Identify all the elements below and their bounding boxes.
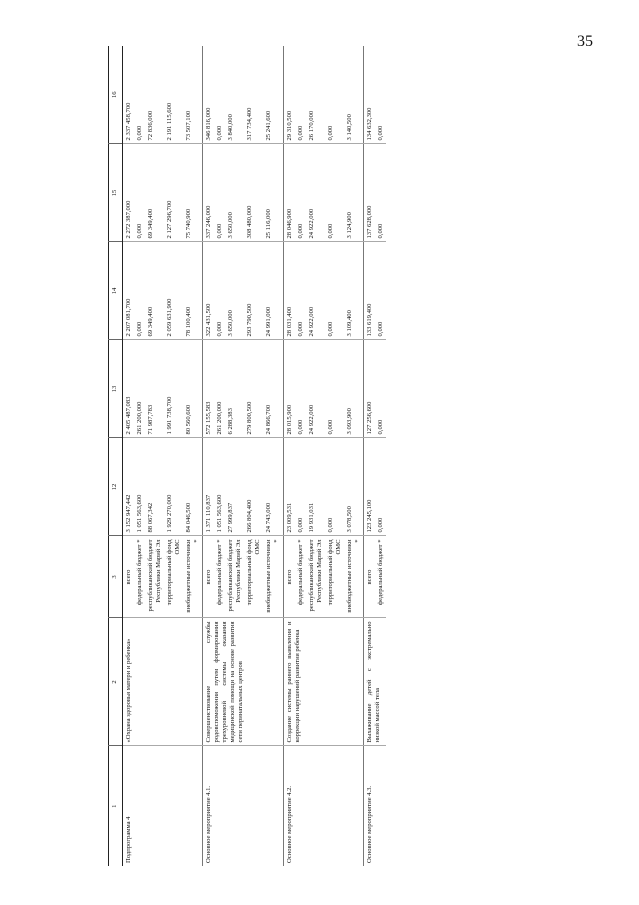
funding-source-cell: всего xyxy=(283,536,295,618)
amount-cell: 293 790,500 xyxy=(244,242,263,340)
column-header: 14 xyxy=(109,242,123,340)
amount-cell: 3 109,400 xyxy=(344,242,364,340)
amount-cell: 88 067,342 xyxy=(145,438,164,536)
funding-source-cell: федеральный бюджет * xyxy=(134,536,145,618)
amount-cell: 84 046,500 xyxy=(183,438,203,536)
funding-source-cell: всего xyxy=(123,536,135,618)
amount-cell: 25 116,000 xyxy=(263,144,283,242)
amount-cell: 0,000 xyxy=(325,242,344,340)
amount-cell: 1 371 110,837 xyxy=(203,438,215,536)
amount-cell: 0,000 xyxy=(375,242,386,340)
amount-cell: 3 152 947,442 xyxy=(123,438,135,536)
amount-cell: 3 650,000 xyxy=(225,242,244,340)
column-header: 12 xyxy=(109,438,123,536)
amount-cell: 0,000 xyxy=(375,144,386,242)
funding-source-cell: всего xyxy=(363,536,375,618)
amount-cell: 2 191 115,600 xyxy=(164,46,183,144)
amount-cell: 279 800,500 xyxy=(244,340,263,438)
funding-source-cell: республиканский бюджет Республики Марий Эл xyxy=(145,536,164,618)
amount-cell: 0,000 xyxy=(295,242,306,340)
amount-cell: 73 507,100 xyxy=(183,46,203,144)
funding-source-cell: территориальный фонд ОМС xyxy=(164,536,183,618)
amount-cell: 2 127 296,700 xyxy=(164,144,183,242)
funding-source-cell: всего xyxy=(203,536,215,618)
amount-cell: 0,000 xyxy=(134,242,145,340)
amount-cell: 0,000 xyxy=(214,144,225,242)
amount-cell: 29 310,500 xyxy=(283,46,295,144)
amount-cell: 134 632,300 xyxy=(363,46,375,144)
amount-cell: 0,000 xyxy=(134,144,145,242)
amount-cell: 24 922,000 xyxy=(306,242,325,340)
program-code-cell: Основное мероприятие 4.2. xyxy=(283,746,363,866)
funding-source-cell: территориальный фонд ОМС xyxy=(244,536,263,618)
amount-cell: 133 619,400 xyxy=(363,242,375,340)
amount-cell: 123 245,100 xyxy=(363,438,375,536)
amount-cell: 2 405 487,083 xyxy=(123,340,135,438)
amount-cell: 0,000 xyxy=(295,46,306,144)
amount-cell: 19 931,031 xyxy=(306,438,325,536)
funding-source-cell: федеральный бюджет * xyxy=(375,536,386,618)
amount-cell: 6 288,383 xyxy=(225,340,244,438)
amount-cell: 23 009,531 xyxy=(283,438,295,536)
amount-cell: 2 207 081,700 xyxy=(123,242,135,340)
amount-cell: 28 046,900 xyxy=(283,144,295,242)
amount-cell: 28 031,400 xyxy=(283,242,295,340)
amount-cell: 3 124,900 xyxy=(344,144,364,242)
funding-source-cell: республиканский бюджет Республики Марий Эл xyxy=(306,536,325,618)
amount-cell: 572 155,583 xyxy=(203,340,215,438)
amount-cell: 0,000 xyxy=(325,46,344,144)
table-body xyxy=(123,46,386,866)
amount-cell: 308 480,000 xyxy=(244,144,263,242)
funding-table xyxy=(108,46,386,866)
amount-cell: 3 140,500 xyxy=(344,46,364,144)
program-code-cell: Основное мероприятие 4.1. xyxy=(203,746,283,866)
amount-cell: 27 999,837 xyxy=(225,438,244,536)
amount-cell: 0,000 xyxy=(375,438,386,536)
amount-cell: 0,000 xyxy=(295,144,306,242)
amount-cell: 69 349,400 xyxy=(145,242,164,340)
funding-source-cell: внебюджетные источники * xyxy=(344,536,364,618)
table-row xyxy=(363,46,375,866)
program-code-cell: Основное мероприятие 4.3. xyxy=(363,746,386,866)
amount-cell: 24 991,000 xyxy=(263,242,283,340)
amount-cell: 26 170,000 xyxy=(306,46,325,144)
table-row xyxy=(283,46,295,866)
amount-cell: 0,000 xyxy=(214,242,225,340)
amount-cell: 261 200,000 xyxy=(214,340,225,438)
amount-cell: 3 840,000 xyxy=(225,46,244,144)
amount-cell: 1 051 563,600 xyxy=(134,438,145,536)
amount-cell: 266 804,400 xyxy=(244,438,263,536)
amount-cell: 2 337 458,700 xyxy=(123,46,135,144)
amount-cell: 2 272 387,000 xyxy=(123,144,135,242)
amount-cell: 75 740,900 xyxy=(183,144,203,242)
program-title-cell: «Охрана здоровья матери и ребенка» xyxy=(123,618,203,746)
amount-cell: 24 866,700 xyxy=(263,340,283,438)
program-title-cell: Создание системы раннего выявления и коррекции нарушений развития ребенка xyxy=(283,618,363,746)
amount-cell: 0,000 xyxy=(295,438,306,536)
amount-cell: 127 256,600 xyxy=(363,340,375,438)
funding-source-cell: внебюджетные источники * xyxy=(183,536,203,618)
amount-cell: 137 628,000 xyxy=(363,144,375,242)
amount-cell: 0,000 xyxy=(134,46,145,144)
amount-cell: 0,000 xyxy=(325,144,344,242)
amount-cell: 71 987,783 xyxy=(145,340,164,438)
amount-cell: 322 431,500 xyxy=(203,242,215,340)
amount-cell: 72 836,000 xyxy=(145,46,164,144)
amount-cell: 317 734,400 xyxy=(244,46,263,144)
amount-cell: 0,000 xyxy=(375,340,386,438)
table-row xyxy=(203,46,215,866)
column-header: 3 xyxy=(109,536,123,618)
amount-cell: 337 246,000 xyxy=(203,144,215,242)
column-number-row xyxy=(109,46,123,866)
amount-cell: 0,000 xyxy=(325,438,344,536)
program-title-cell: Совершенствование службы родовспоможения путем формирования трехуровневой системы оказания медицинской помощи на основе развития сети перинатальных центров xyxy=(203,618,283,746)
amount-cell: 3 650,000 xyxy=(225,144,244,242)
amount-cell: 78 100,400 xyxy=(183,242,203,340)
funding-source-cell: федеральный бюджет * xyxy=(295,536,306,618)
column-header: 1 xyxy=(109,746,123,866)
column-header: 16 xyxy=(109,46,123,144)
funding-source-cell: республиканский бюджет Республики Марий Эл xyxy=(225,536,244,618)
funding-source-cell: территориальный фонд ОМС xyxy=(325,536,344,618)
amount-cell: 2 059 631,900 xyxy=(164,242,183,340)
column-header: 15 xyxy=(109,144,123,242)
amount-cell: 24 743,000 xyxy=(263,438,283,536)
column-header: 2 xyxy=(109,618,123,746)
amount-cell: 69 349,400 xyxy=(145,144,164,242)
amount-cell: 24 922,000 xyxy=(306,340,325,438)
amount-cell: 28 015,900 xyxy=(283,340,295,438)
amount-cell: 0,000 xyxy=(214,46,225,144)
amount-cell: 24 922,000 xyxy=(306,144,325,242)
table-row xyxy=(123,46,135,866)
amount-cell: 3 078,500 xyxy=(344,438,364,536)
program-code-cell: Подпрограмма 4 xyxy=(123,746,203,866)
amount-cell: 25 241,600 xyxy=(263,46,283,144)
amount-cell: 80 560,600 xyxy=(183,340,203,438)
amount-cell: 1 051 563,600 xyxy=(214,438,225,536)
amount-cell: 1 991 738,700 xyxy=(164,340,183,438)
rotated-table-sheet xyxy=(108,46,628,866)
amount-cell: 261 200,000 xyxy=(134,340,145,438)
page-number: 35 xyxy=(577,33,593,50)
column-header: 13 xyxy=(109,340,123,438)
amount-cell: 346 816,000 xyxy=(203,46,215,144)
amount-cell: 0,000 xyxy=(295,340,306,438)
funding-source-cell: внебюджетные источники * xyxy=(263,536,283,618)
amount-cell: 0,000 xyxy=(325,340,344,438)
funding-source-cell: федеральный бюджет * xyxy=(214,536,225,618)
amount-cell: 1 929 270,000 xyxy=(164,438,183,536)
program-title-cell: Выхаживание детей с экстремально низкой массой тела xyxy=(363,618,386,746)
amount-cell: 0,000 xyxy=(375,46,386,144)
amount-cell: 3 093,900 xyxy=(344,340,364,438)
